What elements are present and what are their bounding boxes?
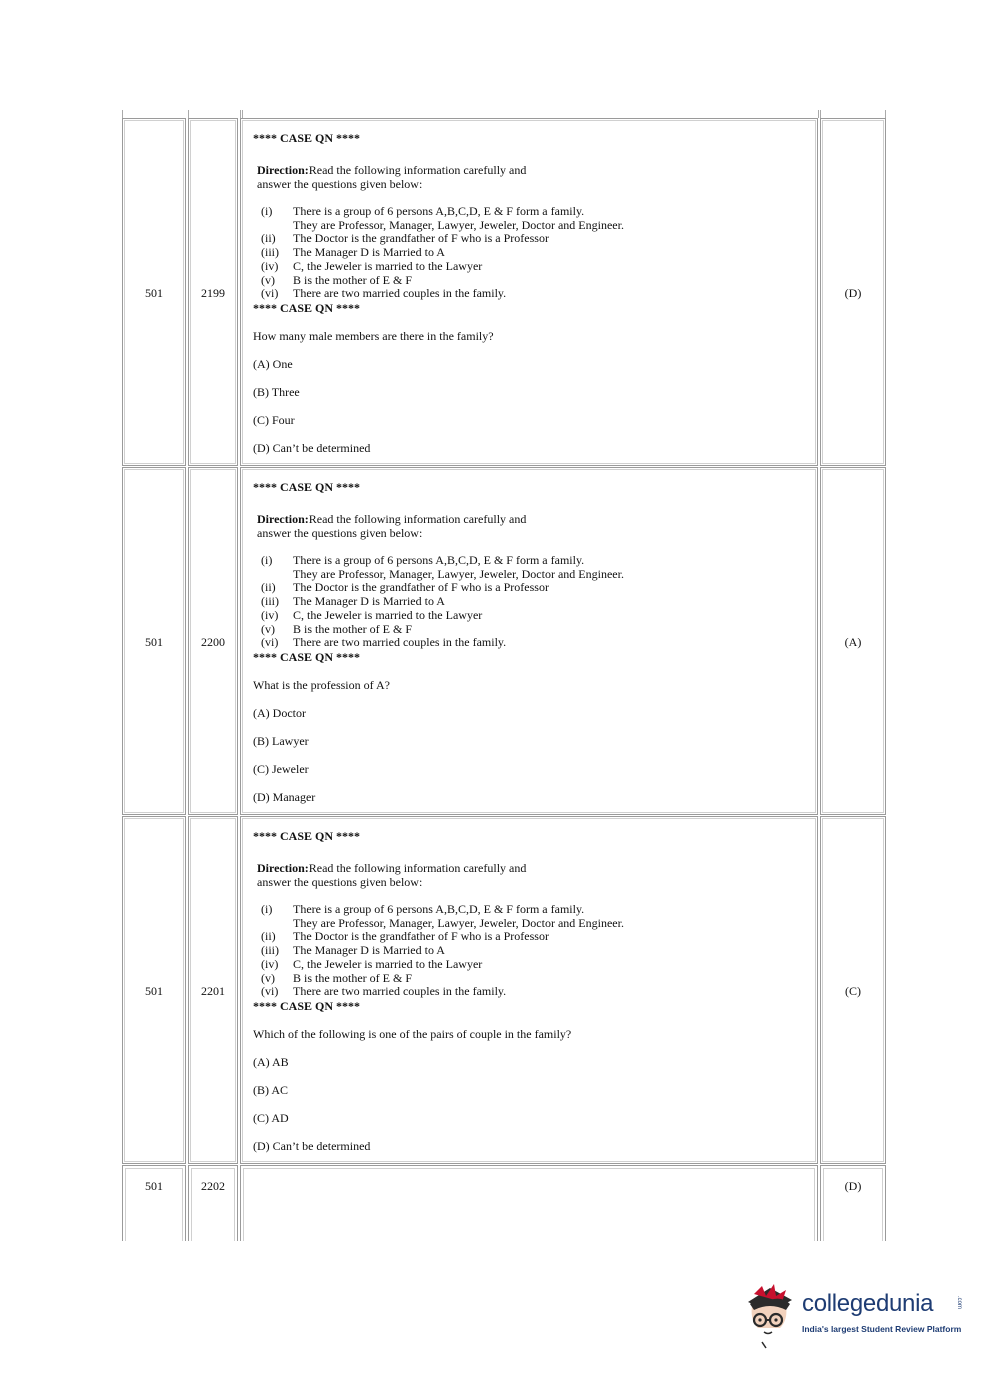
option-a: (A) Doctor	[253, 705, 306, 720]
question-cell	[240, 467, 818, 815]
fact-text: There are two married couples in the family.	[293, 984, 507, 999]
question-cell	[240, 118, 818, 466]
fact-item	[261, 246, 813, 260]
question-number: 2200	[201, 635, 225, 649]
question-number-cell	[188, 1165, 238, 1241]
subject-code: 501	[145, 635, 163, 649]
fact-item	[261, 554, 813, 568]
question-number: 2202	[201, 1179, 225, 1193]
table-row	[122, 118, 886, 466]
option-b: (B) Three	[253, 384, 300, 399]
subject-code: 501	[145, 1179, 163, 1193]
fact-number	[261, 917, 293, 931]
fact-item	[261, 985, 813, 999]
fact-item	[261, 972, 813, 986]
table-row	[122, 816, 886, 1164]
fact-number: (iii)	[261, 245, 279, 260]
question-number-cell	[188, 816, 238, 1164]
direction-label: Direction:	[257, 861, 309, 875]
fact-text: C, the Jeweler is married to the Lawyer	[293, 607, 483, 622]
fact-item	[261, 944, 813, 958]
direction	[253, 163, 813, 191]
answer-cell	[820, 1165, 886, 1241]
direction-label: Direction:	[257, 163, 309, 177]
answer-cell	[820, 467, 886, 815]
fact-item	[261, 623, 813, 637]
fact-text: The Manager D is Married to A	[293, 245, 445, 260]
direction-line-1: Read the following information carefully and	[308, 163, 527, 177]
fact-item	[261, 958, 813, 972]
direction-line-1: Read the following information carefully and	[308, 861, 527, 875]
fact-number	[261, 568, 293, 582]
fact-number: (v)	[261, 621, 275, 636]
case-header: **** CASE QN ****	[253, 829, 361, 843]
case-header: **** CASE QN ****	[253, 131, 361, 145]
brand-tagline: India's largest Student Review Platform	[802, 1324, 962, 1334]
fact-item	[261, 260, 813, 274]
option-b: (B) AC	[253, 1082, 289, 1097]
question-cell	[240, 816, 818, 1164]
answer-cell	[820, 118, 886, 466]
question-number-cell	[188, 467, 238, 815]
fact-item	[261, 636, 813, 650]
fact-number	[261, 219, 293, 233]
facts-list	[253, 205, 813, 301]
fact-text: There is a group of 6 persons A,B,C,D, E & F form a family.	[293, 902, 585, 916]
subject-code: 501	[145, 286, 163, 300]
option-c: (C) Four	[253, 412, 295, 427]
collegedunia-logo	[740, 1282, 970, 1352]
subject-code-cell	[122, 1165, 186, 1241]
fact-number: (ii)	[261, 929, 276, 944]
fact-number: (vi)	[261, 635, 279, 650]
fact-item	[261, 581, 813, 595]
fact-text: C, the Jeweler is married to the Lawyer	[293, 956, 483, 971]
fact-number: (ii)	[261, 231, 276, 246]
fact-item	[261, 930, 813, 944]
subject-code-cell	[122, 467, 186, 815]
fact-number: (iv)	[261, 258, 279, 273]
fact-text: There are two married couples in the family.	[293, 286, 507, 301]
option-d: (D) Manager	[253, 789, 316, 804]
fact-number: (ii)	[261, 580, 276, 595]
subject-code: 501	[145, 984, 163, 998]
fact-text: B is the mother of E & F	[293, 970, 412, 985]
fact-number: (iii)	[261, 594, 279, 609]
fact-text: B is the mother of E & F	[293, 621, 412, 636]
question-number: 2199	[201, 286, 225, 300]
question-block	[253, 480, 813, 804]
fact-text: The Manager D is Married to A	[293, 594, 445, 609]
answer-key: (A)	[844, 635, 862, 649]
question-cell	[240, 1165, 818, 1241]
direction-line-2: answer the questions given below:	[257, 875, 423, 889]
fact-item	[261, 205, 813, 219]
question-stem: How many male members are there in the family?	[253, 328, 494, 343]
option-a: (A) AB	[253, 1054, 289, 1069]
fact-item	[261, 287, 813, 301]
fact-number: (vi)	[261, 984, 279, 999]
direction-label: Direction:	[257, 512, 309, 526]
fact-text: They are Professor, Manager, Lawyer, Jeweler, Doctor and Engineer.	[293, 915, 624, 930]
option-a: (A) One	[253, 356, 293, 371]
fact-text: The Doctor is the grandfather of F who is a Professor	[293, 580, 549, 595]
option-b: (B) Lawyer	[253, 733, 309, 748]
fact-text: B is the mother of E & F	[293, 272, 412, 287]
fact-number: (i)	[261, 902, 273, 916]
fact-number: (iii)	[261, 943, 279, 958]
question-number: 2201	[201, 984, 225, 998]
answer-key: (C)	[845, 984, 861, 998]
fact-number: (vi)	[261, 286, 279, 301]
question-stem: What is the profession of A?	[253, 677, 390, 692]
brand-name: collegedunia	[802, 1290, 934, 1317]
fact-text: There is a group of 6 persons A,B,C,D, E & F form a family.	[293, 204, 585, 218]
option-c: (C) AD	[253, 1110, 289, 1125]
fact-text: The Manager D is Married to A	[293, 943, 445, 958]
direction	[253, 512, 813, 540]
case-header: **** CASE QN ****	[253, 480, 361, 494]
fact-text: There are two married couples in the family.	[293, 635, 507, 650]
facts-list	[253, 903, 813, 999]
subject-code-cell	[122, 816, 186, 1164]
direction-line-2: answer the questions given below:	[257, 177, 423, 191]
fact-number: (v)	[261, 970, 275, 985]
table-row	[122, 1165, 886, 1241]
table-row	[122, 467, 886, 815]
option-d: (D) Can’t be determined	[253, 1138, 371, 1153]
question-block	[253, 829, 813, 1153]
fact-text: They are Professor, Manager, Lawyer, Jeweler, Doctor and Engineer.	[293, 566, 624, 581]
fact-text: The Doctor is the grandfather of F who is a Professor	[293, 231, 549, 246]
facts-list	[253, 554, 813, 650]
answer-key: (D)	[844, 1179, 862, 1193]
case-footer: **** CASE QN ****	[253, 649, 361, 664]
mascot-icon	[740, 1282, 802, 1350]
fact-text: C, the Jeweler is married to the Lawyer	[293, 258, 483, 273]
fact-item	[261, 917, 813, 931]
direction	[253, 861, 813, 889]
fact-item	[261, 609, 813, 623]
fact-item	[261, 595, 813, 609]
brand-suffix: .com	[956, 1296, 962, 1310]
direction-line-2: answer the questions given below:	[257, 526, 423, 540]
direction-line-1: Read the following information carefully and	[308, 512, 527, 526]
subject-code-cell	[122, 118, 186, 466]
question-stem: Which of the following is one of the pairs of couple in the family?	[253, 1026, 572, 1041]
fact-item	[261, 219, 813, 233]
fact-number: (iv)	[261, 956, 279, 971]
fact-item	[261, 274, 813, 288]
fact-item	[261, 232, 813, 246]
fact-item	[261, 568, 813, 582]
fact-number: (v)	[261, 272, 275, 287]
table-top-stub	[122, 110, 886, 118]
option-d: (D) Can’t be determined	[253, 440, 371, 455]
fact-number: (i)	[261, 553, 273, 567]
fact-number: (i)	[261, 204, 273, 218]
case-footer: **** CASE QN ****	[253, 300, 361, 315]
case-footer: **** CASE QN ****	[253, 998, 361, 1013]
fact-text: There is a group of 6 persons A,B,C,D, E & F form a family.	[293, 553, 585, 567]
fact-text: They are Professor, Manager, Lawyer, Jeweler, Doctor and Engineer.	[293, 217, 624, 232]
fact-number: (iv)	[261, 607, 279, 622]
question-number-cell	[188, 118, 238, 466]
answer-key: (D)	[844, 286, 862, 300]
option-c: (C) Jeweler	[253, 761, 309, 776]
fact-item	[261, 903, 813, 917]
answer-cell	[820, 816, 886, 1164]
fact-text: The Doctor is the grandfather of F who is a Professor	[293, 929, 549, 944]
question-block	[253, 131, 813, 455]
